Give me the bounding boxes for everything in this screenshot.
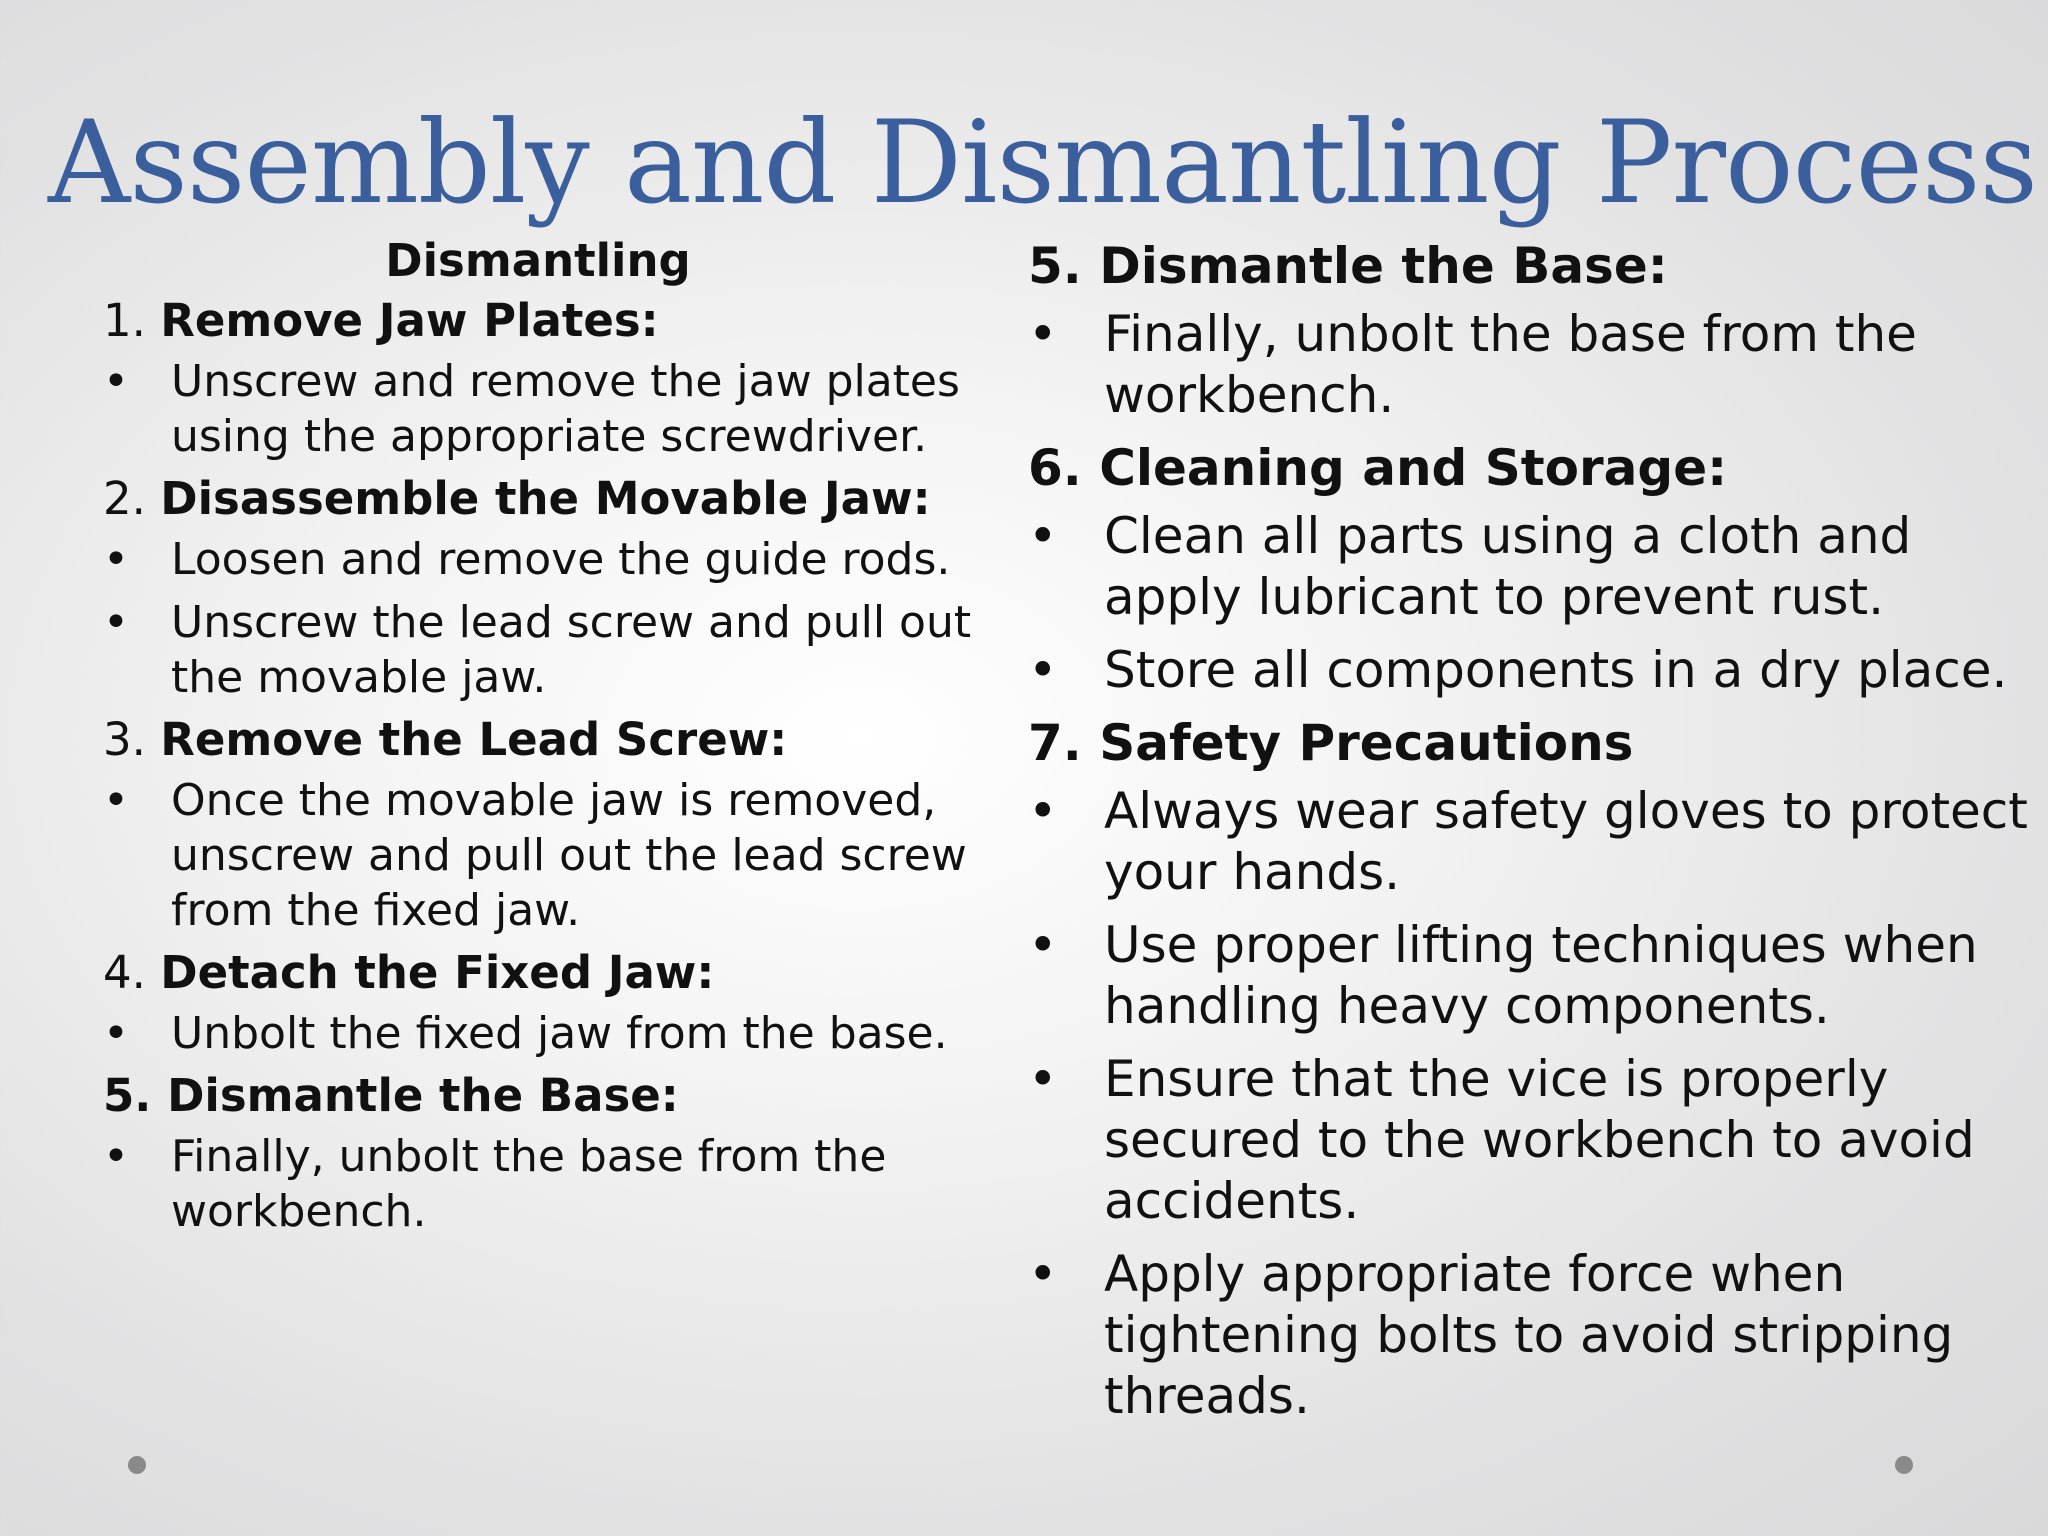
step-3-heading: 3. Remove the Lead Screw: bbox=[103, 713, 788, 766]
bullet-text: Finally, unbolt the base from the workbench. bbox=[1104, 305, 1917, 424]
bullet-text: Use proper lifting techniques when handling heavy components. bbox=[1104, 916, 1978, 1035]
bullet-icon: • bbox=[1028, 1050, 1058, 1108]
bullet-item bbox=[103, 773, 993, 938]
bullet-text: Once the movable jaw is removed, unscrew and pull out the lead screw from the fixed jaw. bbox=[171, 775, 967, 936]
slide-title: Assembly and Dismantling Process bbox=[48, 96, 2037, 229]
bullet-text: Unscrew the lead screw and pull out the movable jaw. bbox=[171, 597, 972, 703]
next-slide-dot-icon[interactable] bbox=[1895, 1456, 1913, 1474]
bullet-item bbox=[1028, 304, 2038, 426]
bullet-icon: • bbox=[1028, 641, 1058, 699]
bullet-text: Ensure that the vice is properly secured to the workbench to avoid accidents. bbox=[1104, 1050, 1975, 1230]
bullet-text: Clean all parts using a cloth and apply lubricant to prevent rust. bbox=[1104, 507, 1912, 626]
bullet-icon: • bbox=[103, 534, 129, 585]
step-4-heading: 4. Detach the Fixed Jaw: bbox=[103, 946, 715, 999]
bullet-item bbox=[1028, 1244, 2038, 1427]
bullet-icon: • bbox=[103, 356, 129, 407]
bullet-icon: • bbox=[103, 775, 129, 826]
bullet-text: Unbolt the fixed jaw from the base. bbox=[171, 1008, 948, 1059]
bullet-item bbox=[103, 595, 993, 705]
bullet-text: Finally, unbolt the base from the workbench. bbox=[171, 1131, 887, 1237]
step-2-heading: 2. Disassemble the Movable Jaw: bbox=[103, 472, 931, 525]
bullet-text: Loosen and remove the guide rods. bbox=[171, 534, 951, 585]
bullet-icon: • bbox=[1028, 1245, 1058, 1303]
bullet-icon: • bbox=[1028, 305, 1058, 363]
bullet-icon: • bbox=[1028, 916, 1058, 974]
bullet-item bbox=[103, 354, 993, 464]
step-1-heading: 1. Remove Jaw Plates: bbox=[103, 294, 659, 347]
bullet-icon: • bbox=[1028, 782, 1058, 840]
bullet-icon: • bbox=[103, 1131, 129, 1182]
step-5-heading: 5. Dismantle the Base: bbox=[1028, 237, 1668, 295]
step-5-heading: 5. Dismantle the Base: bbox=[103, 1069, 679, 1122]
bullet-item bbox=[1028, 781, 2038, 903]
bullet-text: Unscrew and remove the jaw plates using the appropriate screwdriver. bbox=[171, 356, 960, 462]
bullet-text: Always wear safety gloves to protect your hands. bbox=[1104, 782, 2028, 901]
bullet-item bbox=[1028, 1049, 2038, 1232]
dismantling-heading: Dismantling bbox=[385, 234, 691, 287]
right-column bbox=[1028, 236, 2038, 1439]
step-7-heading: 7. Safety Precautions bbox=[1028, 714, 1634, 772]
bullet-item bbox=[103, 532, 993, 587]
prev-slide-dot-icon[interactable] bbox=[128, 1456, 146, 1474]
bullet-item bbox=[1028, 506, 2038, 628]
bullet-icon: • bbox=[1028, 507, 1058, 565]
left-column bbox=[103, 234, 993, 1247]
bullet-item bbox=[1028, 915, 2038, 1037]
bullet-item bbox=[1028, 640, 2038, 701]
bullet-item bbox=[103, 1129, 993, 1239]
bullet-icon: • bbox=[103, 597, 129, 648]
step-6-heading: 6. Cleaning and Storage: bbox=[1028, 439, 1728, 497]
bullet-text: Store all components in a dry place. bbox=[1104, 641, 2008, 699]
bullet-item bbox=[103, 1006, 993, 1061]
bullet-text: Apply appropriate force when tightening bolts to avoid stripping threads. bbox=[1104, 1245, 1954, 1425]
bullet-icon: • bbox=[103, 1008, 129, 1059]
